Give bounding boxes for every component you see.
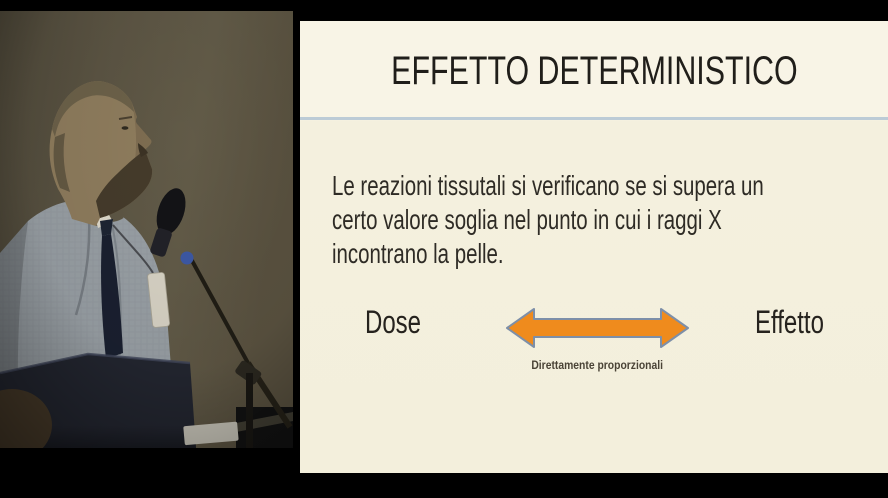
slide-body-line: certo valore soglia nel punto in cui i raggi X: [332, 204, 722, 235]
slide-body-line: Le reazioni tissutali si verificano se si supera un: [332, 170, 764, 201]
speaker-photo-art: [0, 11, 293, 448]
title-divider: [300, 117, 888, 120]
effetto-label: Effetto: [755, 304, 824, 340]
arrow-caption-text: Direttamente proporzionali: [531, 360, 664, 372]
slide-body-line: incontrano la pelle.: [332, 238, 504, 269]
slide-title: [300, 49, 888, 93]
slide-body: [332, 169, 764, 271]
dose-effect-double-arrow-icon: [505, 307, 690, 349]
arrow-caption: [505, 359, 690, 373]
dose-label: Dose: [365, 304, 422, 340]
speaker-photo: [0, 11, 293, 448]
presentation-slide: [300, 21, 888, 473]
vignette: [0, 11, 293, 448]
slide-title-text: EFFETTO DETERMINISTICO: [390, 49, 798, 93]
